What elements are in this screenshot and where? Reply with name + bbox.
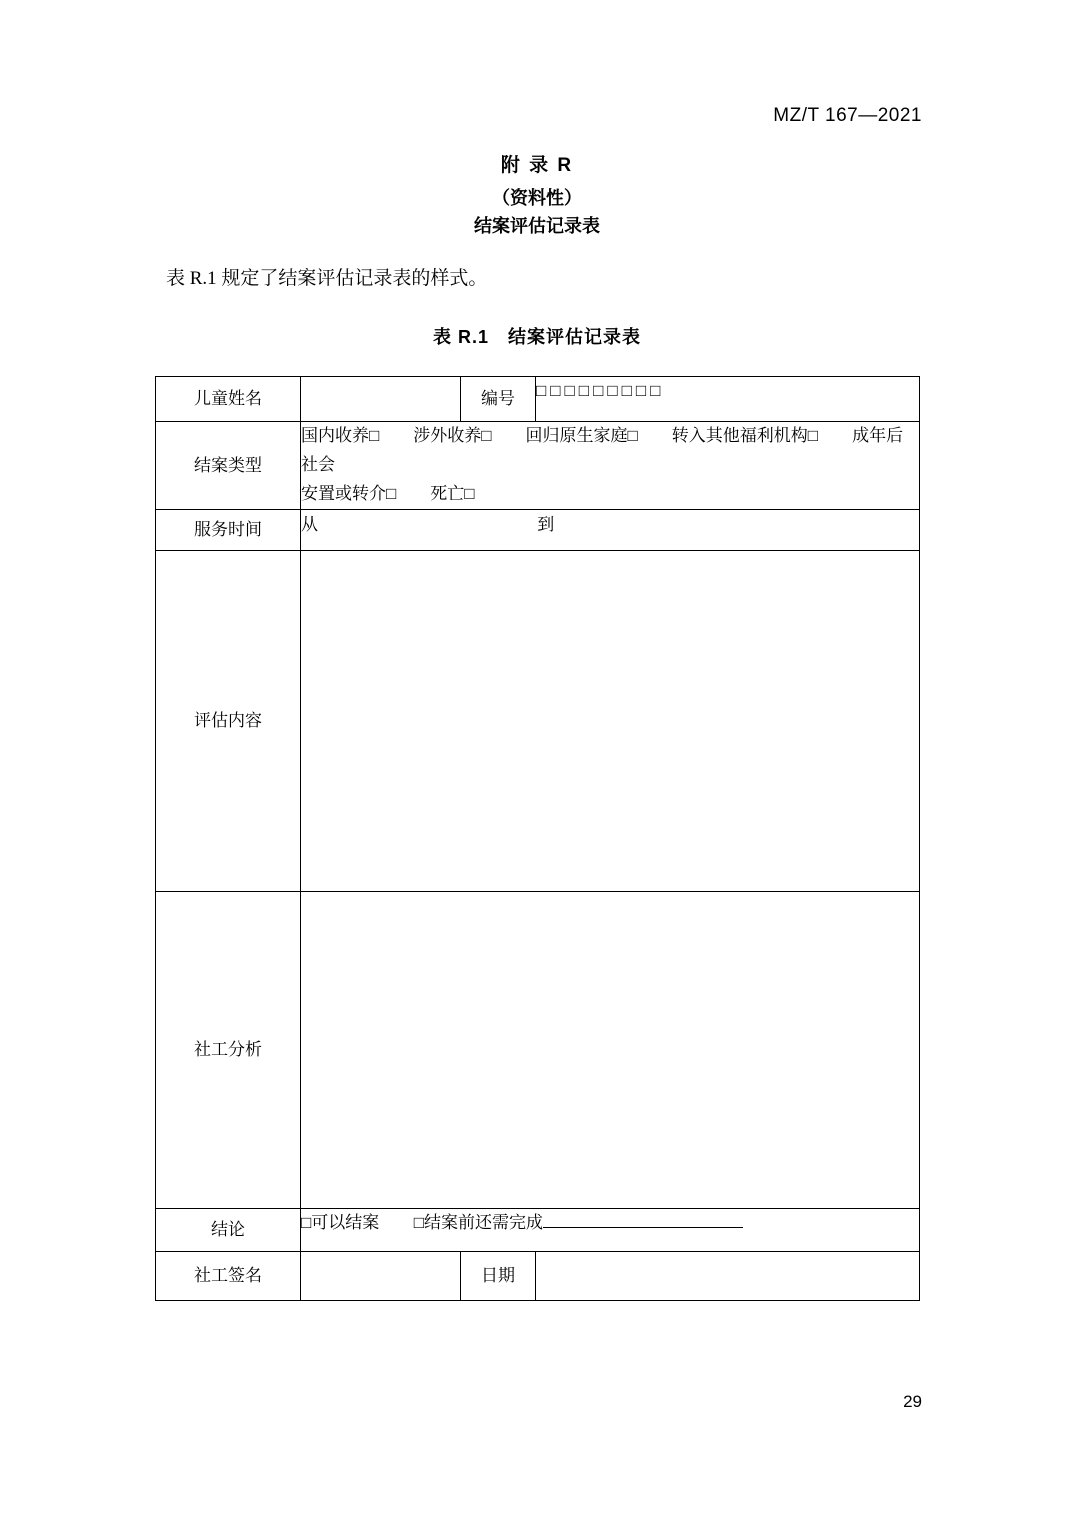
child-name-value[interactable]	[301, 377, 461, 422]
table-row	[156, 377, 920, 422]
table-row	[156, 891, 920, 1208]
signature-value[interactable]	[301, 1251, 461, 1300]
service-time-value[interactable]	[301, 509, 920, 550]
service-time-to-label: 到	[537, 514, 555, 534]
assessment-form-table	[155, 376, 920, 1301]
conclusion-fill-line[interactable]	[543, 1227, 743, 1228]
intro-paragraph: 表 R.1 规定了结案评估记录表的样式。	[166, 268, 488, 289]
case-type-options-line2: 安置或转介□ 死亡□	[301, 483, 475, 503]
table-row	[156, 1208, 920, 1251]
table-row	[156, 1251, 920, 1300]
conclusion-option-can-close[interactable]: □可以结案	[301, 1212, 380, 1232]
service-time-label: 服务时间	[156, 509, 301, 550]
number-label: 编号	[461, 377, 536, 422]
date-value[interactable]	[536, 1251, 920, 1300]
assessment-content-label: 评估内容	[156, 550, 301, 891]
conclusion-label: 结论	[156, 1208, 301, 1251]
signature-label: 社工签名	[156, 1251, 301, 1300]
child-name-label: 儿童姓名	[156, 377, 301, 422]
table-row	[156, 509, 920, 550]
date-label: 日期	[461, 1251, 536, 1300]
case-type-options[interactable]	[301, 422, 920, 510]
conclusion-option-pending[interactable]: □结案前还需完成	[413, 1212, 544, 1232]
conclusion-options[interactable]	[301, 1208, 920, 1251]
annex-name: 结案评估记录表	[474, 216, 600, 236]
page-number: 29	[903, 1392, 922, 1411]
table-row	[156, 422, 920, 510]
case-type-options-line1: 国内收养□ 涉外收养□ 回归原生家庭□ 转入其他福利机构□ 成年后社会	[301, 426, 904, 474]
social-worker-analysis-label: 社工分析	[156, 891, 301, 1208]
assessment-content-value[interactable]	[301, 550, 920, 891]
table-caption: 表 R.1 结案评估记录表	[432, 327, 641, 347]
number-boxes[interactable]: □□□□□□□□□	[536, 377, 920, 422]
table-row	[156, 550, 920, 891]
annex-title: 附 录 R	[500, 155, 574, 176]
social-worker-analysis-value[interactable]	[301, 891, 920, 1208]
standard-number-header: MZ/T 167—2021	[773, 105, 922, 126]
service-time-from-label: 从	[301, 514, 318, 534]
annex-subtitle: （资料性）	[492, 188, 582, 208]
case-type-label: 结案类型	[156, 422, 301, 510]
